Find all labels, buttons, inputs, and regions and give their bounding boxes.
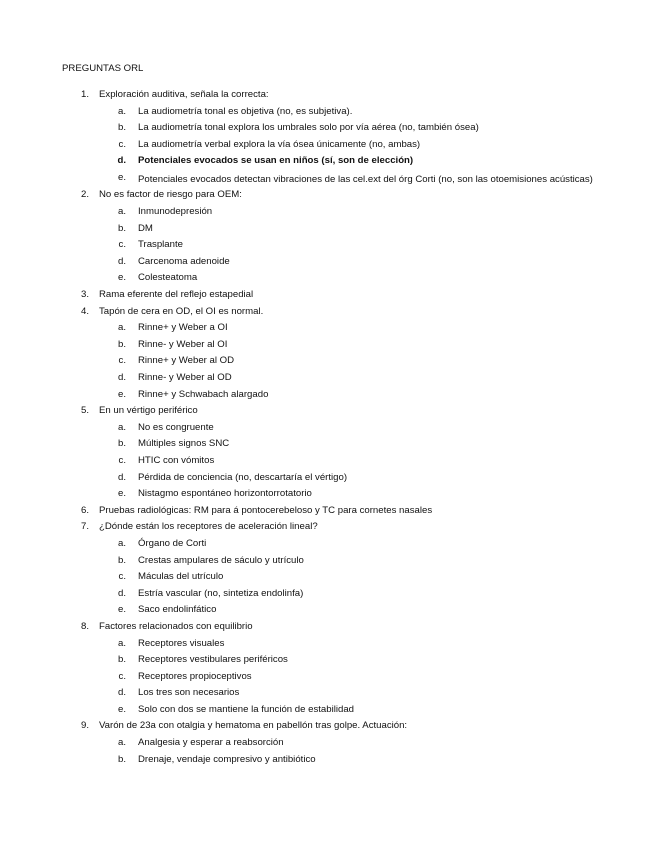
question-item: [0, 289, 655, 306]
option-letter: a.: [117, 322, 126, 334]
question-text: Tapón de cera en OD, el OI es normal.: [99, 305, 264, 317]
question-number: 1.: [80, 89, 89, 100]
option-letter: a.: [117, 206, 126, 218]
question-number: 5.: [80, 405, 89, 417]
option-letter: e.: [117, 171, 126, 183]
answer-option: [0, 571, 655, 588]
option-text: Potenciales evocados se usan en niños (sí, son de elección): [138, 155, 414, 167]
option-letter: c.: [118, 239, 126, 251]
answer-option: [0, 272, 655, 289]
answer-option: [0, 754, 655, 771]
answer-option: [0, 155, 655, 172]
question-text: Varón de 23a con otalgia y hematoma en pabellón tras golpe. Actuación:: [99, 720, 408, 732]
option-text: La audiometría tonal es objetiva (no, es subjetiva).: [138, 105, 353, 117]
option-letter: b.: [117, 338, 126, 350]
option-text: Máculas del utrículo: [138, 571, 224, 583]
answer-option: [0, 256, 655, 273]
option-letter: d.: [117, 587, 126, 599]
answer-option: [0, 704, 655, 721]
answer-option: [0, 206, 655, 223]
option-letter: a.: [117, 105, 126, 117]
question-number: 9.: [80, 720, 89, 732]
option-letter: c.: [118, 355, 126, 367]
question-item: [0, 89, 655, 189]
answer-option: [0, 139, 655, 156]
answer-option: [0, 339, 655, 356]
question-number: 2.: [80, 189, 89, 201]
option-letter: b.: [117, 753, 126, 765]
question-text: ¿Dónde están los receptores de aceleración lineal?: [99, 521, 318, 533]
option-text: Potenciales evocados detectan vibraciones de las cel.ext del órg Corti (no, son las otoemisiones acústicas): [138, 173, 593, 185]
option-text: Crestas ampulares de sáculo y utrículo: [138, 554, 304, 566]
option-text: La audiometría verbal explora la vía ósea únicamente (no, ambas): [138, 138, 421, 150]
option-letter: d.: [117, 471, 126, 483]
option-text: DM: [138, 222, 153, 234]
question-number: 7.: [80, 521, 89, 533]
option-text: Rinne- y Weber al OI: [138, 338, 228, 350]
option-text: Drenaje, vendaje compresivo y antibiótico: [138, 753, 316, 765]
answer-option: [0, 488, 655, 505]
option-text: Los tres son necesarios: [138, 687, 240, 699]
document-title: PREGUNTAS ORL: [62, 63, 144, 74]
answer-option: [0, 737, 655, 754]
question-item: [0, 621, 655, 721]
answer-option: [0, 172, 655, 190]
option-text: Trasplante: [138, 239, 183, 251]
option-text: Analgesia y esperar a reabsorción: [138, 737, 284, 749]
answer-option: [0, 322, 655, 339]
option-letter: c.: [118, 670, 126, 682]
option-text: La audiometría tonal explora los umbrales solo por vía aérea (no, también ósea): [138, 122, 479, 134]
option-letter: b.: [117, 554, 126, 566]
option-text: Colesteatoma: [138, 272, 198, 284]
option-letter: b.: [117, 222, 126, 234]
question-item: [0, 405, 655, 505]
option-letter: e.: [117, 388, 126, 400]
question-number: 4.: [80, 305, 89, 317]
answer-option: [0, 455, 655, 472]
answer-option: [0, 588, 655, 605]
option-letter: c.: [118, 454, 126, 466]
option-text: Saco endolinfático: [138, 604, 217, 616]
question-row: [0, 505, 655, 522]
option-letter: b.: [117, 438, 126, 450]
answer-option: [0, 555, 655, 572]
question-item: [0, 521, 655, 621]
option-text: Nistagmo espontáneo horizontorrotatorio: [138, 488, 312, 500]
answer-option: [0, 422, 655, 439]
option-text: HTIC con vómitos: [138, 454, 215, 466]
option-text: Rinne+ y Weber a OI: [138, 322, 228, 334]
question-row: [0, 405, 655, 422]
question-text: Factores relacionados con equilibrio: [99, 620, 253, 632]
question-item: [0, 306, 655, 406]
question-number: 6.: [80, 504, 89, 516]
option-letter: e.: [117, 703, 126, 715]
answer-option: [0, 472, 655, 489]
option-text: No es congruente: [138, 421, 214, 433]
question-text: Exploración auditiva, señala la correcta:: [99, 89, 269, 100]
answer-option: [0, 438, 655, 455]
option-letter: e.: [117, 272, 126, 284]
option-letter: d.: [117, 372, 126, 383]
option-text: Solo con dos se mantiene la función de estabilidad: [138, 703, 355, 715]
option-letter: a.: [117, 537, 126, 549]
question-row: [0, 89, 655, 106]
option-text: Rinne+ y Weber al OD: [138, 355, 235, 367]
answer-option: [0, 638, 655, 655]
answer-option: [0, 671, 655, 688]
option-text: Receptores vestibulares periféricos: [138, 654, 288, 666]
option-letter: d.: [117, 255, 126, 267]
option-letter: b.: [117, 654, 126, 666]
question-number: 8.: [80, 620, 89, 632]
answer-option: [0, 355, 655, 372]
option-text: Inmunodepresión: [138, 206, 213, 218]
option-text: Receptores visuales: [138, 637, 225, 649]
question-row: [0, 289, 655, 306]
question-item: [0, 189, 655, 289]
option-letter: c.: [118, 138, 126, 150]
option-letter: e.: [117, 604, 126, 616]
question-text: En un vértigo periférico: [99, 405, 198, 417]
answer-option: [0, 654, 655, 671]
option-letter: e.: [117, 488, 126, 500]
option-letter: c.: [118, 571, 126, 583]
answer-option: [0, 389, 655, 406]
answer-option: [0, 106, 655, 123]
question-row: [0, 521, 655, 538]
question-row: [0, 189, 655, 206]
answer-option: [0, 538, 655, 555]
option-text: Receptores propioceptivos: [138, 670, 252, 682]
option-text: Estría vascular (no, sintetiza endolinfa): [138, 587, 304, 599]
option-text: Rinne- y Weber al OD: [138, 372, 232, 383]
option-text: Rinne+ y Schwabach alargado: [138, 388, 269, 400]
answer-option: [0, 372, 655, 389]
question-text: Rama eferente del reflejo estapedial: [99, 289, 254, 301]
answer-option: [0, 687, 655, 704]
option-letter: a.: [117, 637, 126, 649]
question-row: [0, 306, 655, 323]
question-text: Pruebas radiológicas: RM para á pontocerebeloso y TC para cornetes nasales: [99, 504, 433, 516]
option-letter: d.: [117, 155, 126, 167]
question-number: 3.: [80, 289, 89, 301]
option-text: Múltiples signos SNC: [138, 438, 230, 450]
option-letter: a.: [117, 737, 126, 749]
option-text: Carcenoma adenoide: [138, 255, 230, 267]
answer-option: [0, 223, 655, 240]
question-item: [0, 720, 655, 770]
option-letter: d.: [117, 687, 126, 699]
answer-option: [0, 239, 655, 256]
question-row: [0, 621, 655, 638]
question-item: [0, 505, 655, 522]
option-text: Órgano de Corti: [138, 537, 207, 549]
question-list: [0, 89, 655, 770]
question-row: [0, 720, 655, 737]
question-text: No es factor de riesgo para OEM:: [99, 189, 242, 201]
option-text: Pérdida de conciencia (no, descartaría el vértigo): [138, 471, 348, 483]
answer-option: [0, 122, 655, 139]
answer-option: [0, 604, 655, 621]
option-letter: a.: [117, 421, 126, 433]
option-letter: b.: [117, 122, 126, 134]
